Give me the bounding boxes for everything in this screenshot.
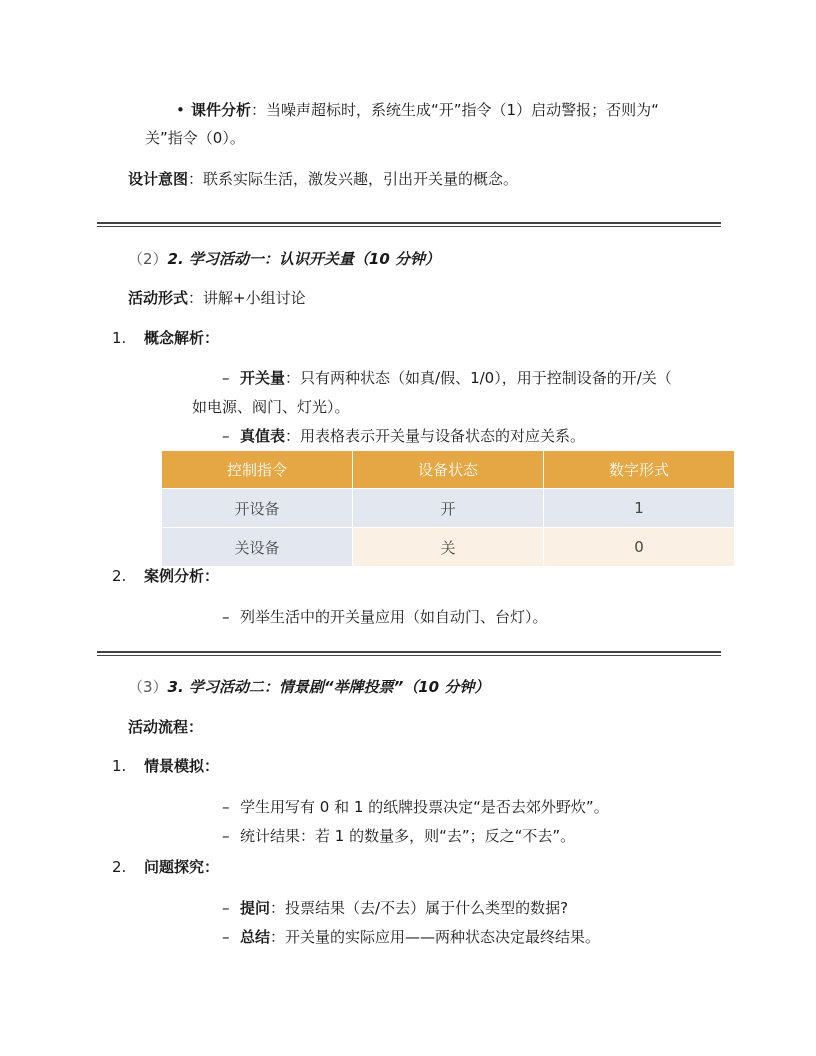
table-header-cell: 控制指令 [162, 451, 353, 489]
scenario-simulation-label: 情景模拟： [144, 757, 220, 775]
table-cell: 开 [353, 489, 544, 528]
dash-icon: – [222, 899, 230, 917]
design-text: ：联系实际生活，激发兴趣，引出开关量的概念。 [188, 170, 519, 188]
truth-table-line [240, 426, 585, 446]
section-divider-thin [97, 226, 721, 227]
table-cell: 0 [544, 528, 735, 567]
section3-prefix: （3） [128, 678, 168, 696]
section-divider-thin [97, 655, 721, 656]
table-row [162, 489, 735, 528]
case-analysis-label: 案例分析： [144, 567, 220, 585]
question-label: 提问 [240, 899, 271, 917]
problem-inquiry-label: 问题探究： [144, 858, 220, 876]
switch-text-2: 如电源、阀门、灯光）。 [192, 398, 350, 416]
summary-text: ：开关量的实际应用——两种状态决定最终结果。 [270, 928, 601, 946]
summary-label: 总结 [240, 928, 271, 946]
activity-flow-label: 活动流程： [128, 718, 204, 736]
dash-icon: – [222, 827, 230, 845]
table-row [162, 528, 735, 567]
activity-form-label: 活动形式 [128, 289, 189, 307]
table-cell: 开设备 [162, 489, 353, 528]
section3-heading [128, 677, 489, 697]
courseware-text-1: ：当噪声超标时，系统生成“开”指令（1）启动警报；否则为“ [251, 101, 659, 119]
table-header-cell: 设备状态 [353, 451, 544, 489]
list-number-1: 1. [112, 757, 127, 775]
section2-title: 2. 学习活动一：认识开关量（10 分钟） [167, 250, 441, 268]
question-line [240, 898, 568, 918]
activity-form-line [128, 288, 306, 308]
concept-analysis-label: 概念解析： [144, 329, 220, 347]
switch-definition-line [240, 368, 672, 388]
switch-label: 开关量 [240, 369, 286, 387]
section2-heading [128, 249, 440, 269]
activity-form-text: ：讲解+小组讨论 [188, 289, 306, 307]
table-header-row [162, 451, 735, 489]
bullet-icon: • [176, 101, 185, 119]
truth-label: 真值表 [240, 427, 286, 445]
design-intent-line [128, 169, 518, 189]
dash-icon: – [222, 369, 230, 387]
dash-icon: – [222, 608, 230, 626]
list-number-1: 1. [112, 329, 127, 347]
list-number-2: 2. [112, 858, 127, 876]
table-cell: 1 [544, 489, 735, 528]
simulation-text-1: 学生用写有 0 和 1 的纸牌投票决定“是否去郊外野炊”。 [240, 798, 609, 816]
question-text: ：投票结果（去/不去）属于什么类型的数据? [270, 899, 569, 917]
table-cell: 关设备 [162, 528, 353, 567]
design-label: 设计意图 [128, 170, 189, 188]
dash-icon: – [222, 798, 230, 816]
summary-line [240, 927, 600, 947]
dash-icon: – [222, 427, 230, 445]
courseware-label: 课件分析 [191, 101, 252, 119]
switch-text-1: ：只有两种状态（如真/假、1/0），用于控制设备的开/关（ [285, 369, 672, 387]
table-header-cell: 数字形式 [544, 451, 735, 489]
section3-title: 3. 学习活动二：情景剧“举牌投票”（10 分钟） [167, 678, 490, 696]
courseware-text-2: 关”指令（0）。 [145, 129, 245, 147]
dash-icon: – [222, 928, 230, 946]
section-divider [97, 222, 721, 224]
section-divider [97, 651, 721, 653]
case-text: 列举生活中的开关量应用（如自动门、台灯）。 [240, 608, 548, 626]
courseware-analysis-line [191, 100, 659, 120]
section2-prefix: （2） [128, 250, 168, 268]
list-number-2: 2. [112, 567, 127, 585]
truth-text: ：用表格表示开关量与设备状态的对应关系。 [285, 427, 586, 445]
simulation-text-2: 统计结果：若 1 的数量多，则“去”；反之“不去”。 [240, 827, 576, 845]
table-cell: 关 [353, 528, 544, 567]
truth-table [161, 450, 735, 567]
